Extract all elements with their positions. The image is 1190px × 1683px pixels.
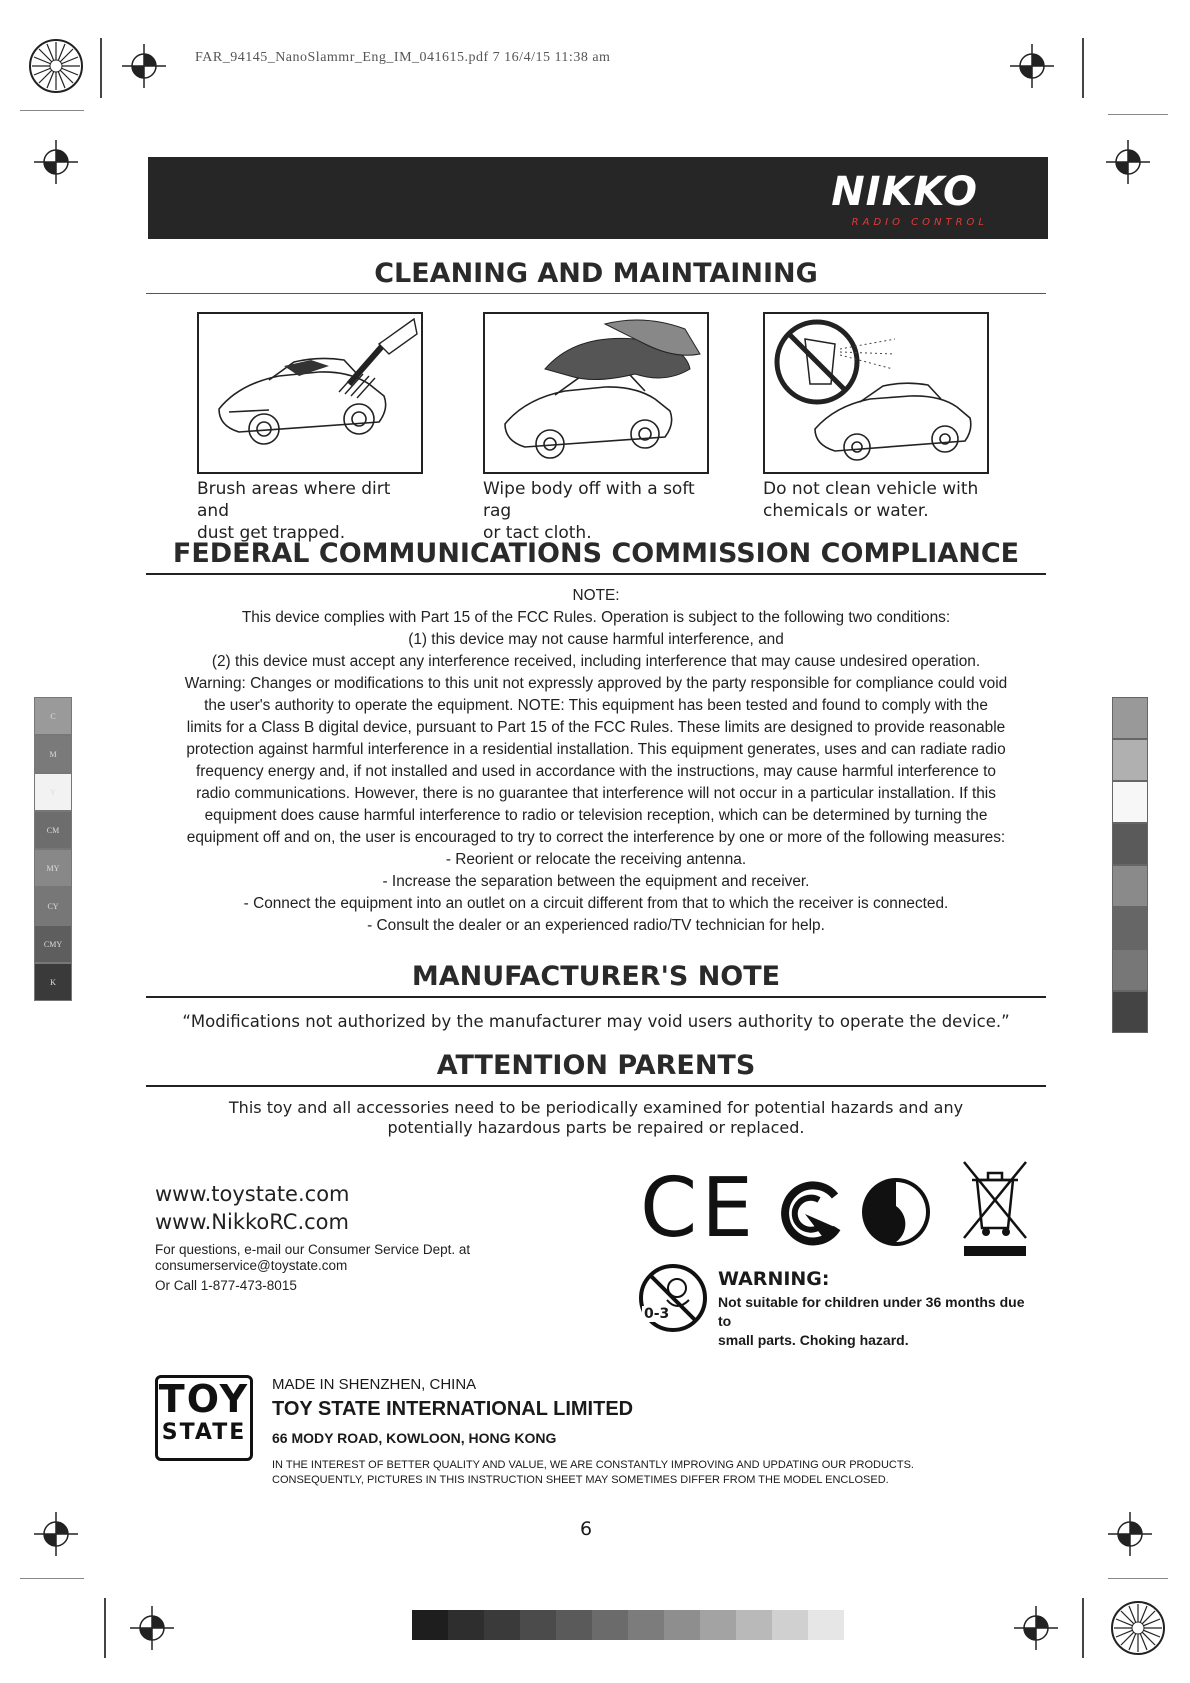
crosshair-mark-top-right [1010, 44, 1054, 88]
registration-rosette-top-left [28, 38, 84, 94]
fcc-heading: FEDERAL COMMUNICATIONS COMMISSION COMPLIANCE [172, 538, 1020, 569]
age-warning-label: 0-3 [644, 1306, 670, 1322]
cleaning-caption-1: Brush areas where dirt and dust get trapped. [197, 479, 391, 543]
fcc-line: - Reorient or relocate the receiving antenna. [445, 851, 747, 868]
color-swatch [1112, 949, 1148, 991]
toy-state-logo-top: TOY [158, 1377, 250, 1421]
section-rule [146, 573, 1046, 575]
color-swatch [1112, 823, 1148, 865]
grayscale-bar-bottom [412, 1610, 844, 1640]
attention-text: This toy and all accessories need to be periodically examined for potential hazards and any potentially hazardous parts be repaired or replaced. [228, 1098, 964, 1137]
color-swatch: CM [34, 811, 72, 849]
color-swatch [1112, 739, 1148, 781]
section-rule [146, 293, 1046, 294]
fcc-line: limits for a Class B digital device, pursuant to Part 15 of the FCC Rules. These limits are designed to provide reasonable [186, 719, 1006, 736]
gray-step [700, 1610, 736, 1640]
cleaning-caption-2: Wipe body off with a soft rag or tact cloth. [483, 479, 695, 543]
website-link-toystate[interactable]: www.toystate.com [155, 1182, 350, 1206]
crop-mark [1082, 38, 1084, 98]
crop-mark [104, 1598, 106, 1658]
gray-step [520, 1610, 556, 1640]
fcc-line: Warning: Changes or modifications to this unit not expressly approved by the party responsible for compliance could void [184, 675, 1008, 692]
color-bar-right [1112, 697, 1148, 1033]
nikko-logo: NIKKO [831, 169, 978, 215]
gray-step [772, 1610, 808, 1640]
color-swatch [1112, 991, 1148, 1033]
crop-mark [1082, 1598, 1084, 1658]
crosshair-mark-top-left [122, 44, 166, 88]
green-dot-recycling-icon [860, 1176, 932, 1248]
color-swatch [1112, 907, 1148, 949]
gray-step [808, 1610, 844, 1640]
age-warning-icon [637, 1262, 709, 1334]
weee-bin-icon [960, 1158, 1030, 1258]
rag-car-illustration [483, 312, 709, 474]
ce-mark: CE [640, 1161, 758, 1256]
fcc-line: protection against harmful interference in a residential installation. This equipment generates, uses and can radiate radio [186, 741, 1006, 758]
made-in: MADE IN SHENZHEN, CHINA [272, 1376, 477, 1393]
warning-title: WARNING: [718, 1268, 830, 1290]
print-info: FAR_94145_NanoSlammr_Eng_IM_041615.pdf 7 16/4/15 11:38 am [195, 50, 611, 65]
crosshair-mark-bottom-left-a [34, 1512, 78, 1556]
cleaning-heading: CLEANING AND MAINTAINING [374, 258, 818, 289]
color-swatch: C [34, 697, 72, 735]
registration-rosette-bottom-right [1110, 1600, 1166, 1656]
fcc-line: the user's authority to operate the equipment. NOTE: This equipment has been tested and found to comply with the [204, 697, 988, 714]
toy-state-logo [155, 1375, 253, 1461]
company-name: TOY STATE INTERNATIONAL LIMITED [272, 1398, 634, 1420]
attention-heading: ATTENTION PARENTS [436, 1050, 756, 1081]
gray-step [628, 1610, 664, 1640]
gray-step [556, 1610, 592, 1640]
fcc-line: (1) this device may not cause harmful interference, and [408, 631, 784, 648]
fcc-line: equipment does cause harmful interference to radio or television reception, which can be determined by turning the [204, 807, 988, 824]
fcc-line: frequency energy and, if not installed and used in accordance with the instructions, may cause harmful interference to [196, 763, 996, 780]
crosshair-mark-bottom-right-a [1108, 1512, 1152, 1556]
section-rule [146, 1085, 1046, 1087]
crosshair-mark-right [1106, 140, 1150, 184]
contact-info: For questions, e-mail our Consumer Service Dept. at consumerservice@toystate.com Or Call 1-877-473-8015 [155, 1242, 471, 1293]
cleaning-caption-3: Do not clean vehicle with chemicals or water. [763, 479, 979, 521]
header-banner [148, 157, 1048, 239]
color-bar-left [34, 697, 72, 1001]
website-link-nikkorc[interactable]: www.NikkoRC.com [155, 1210, 349, 1234]
fcc-line: radio communications. However, there is no guarantee that interference will not occur in a particular installation. If this [196, 785, 996, 802]
gray-step [412, 1610, 448, 1640]
fcc-line: (2) this device must accept any interference received, including interference that may cause undesired operation. [211, 653, 981, 670]
crop-mark [1108, 114, 1168, 115]
color-swatch [1112, 781, 1148, 823]
color-swatch: Y [34, 773, 72, 811]
brush-car-illustration [197, 312, 423, 474]
page-number: 6 [580, 1518, 593, 1540]
color-swatch: CMY [34, 925, 72, 963]
crop-mark [20, 1578, 84, 1579]
crop-mark [100, 38, 102, 98]
color-swatch [1112, 697, 1148, 739]
manufacturer-heading: MANUFACTURER'S NOTE [411, 961, 781, 992]
fcc-line: NOTE: [572, 587, 620, 604]
fcc-line: - Increase the separation between the equipment and receiver. [382, 873, 810, 890]
crosshair-mark-bottom-right-b [1014, 1606, 1058, 1650]
warning-text: Not suitable for children under 36 months due to small parts. Choking hazard. [718, 1294, 1025, 1348]
toy-state-logo-bottom: STATE [161, 1420, 247, 1445]
gray-step [592, 1610, 628, 1640]
color-swatch: M [34, 735, 72, 773]
gray-step [484, 1610, 520, 1640]
gray-step [664, 1610, 700, 1640]
fcc-line: - Connect the equipment into an outlet on a circuit different from that to which the receiver is connected. [243, 895, 949, 912]
fcc-body [146, 585, 1046, 937]
disclaimer: IN THE INTEREST OF BETTER QUALITY AND VALUE, WE ARE CONSTANTLY IMPROVING AND UPDATING OUR PRODUCTS. CONSEQUENTLY, PICTURES IN THIS INSTRUCTION SHEET MAY SOMETIMES DIFFER FROM THE MODEL ENCLOSED. [272, 1459, 914, 1486]
crosshair-mark-left [34, 140, 78, 184]
nikko-logo-subtitle: RADIO CONTROL [851, 217, 988, 228]
crosshair-mark-bottom-left-b [130, 1606, 174, 1650]
manufacturer-note-text: “Modifications not authorized by the manufacturer may void users authority to operate the device.” [182, 1012, 1010, 1031]
color-swatch: CY [34, 887, 72, 925]
gray-step [448, 1610, 484, 1640]
crop-mark [20, 110, 84, 111]
gray-step [736, 1610, 772, 1640]
fcc-line: equipment off and on, the user is encouraged to try to correct the interference by one or more of the following measures: [186, 829, 1006, 846]
fcc-line: - Consult the dealer or an experienced radio/TV technician for help. [367, 917, 825, 934]
crop-mark [1108, 1578, 1168, 1579]
color-swatch: K [34, 963, 72, 1001]
section-rule [146, 996, 1046, 998]
company-address: 66 MODY ROAD, KOWLOON, HONG KONG [272, 1430, 557, 1446]
no-chemicals-illustration [763, 312, 989, 474]
fcc-line: This device complies with Part 15 of the FCC Rules. Operation is subject to the following two conditions: [241, 609, 951, 626]
color-swatch: MY [34, 849, 72, 887]
ecycle-icon [775, 1178, 847, 1250]
color-swatch [1112, 865, 1148, 907]
